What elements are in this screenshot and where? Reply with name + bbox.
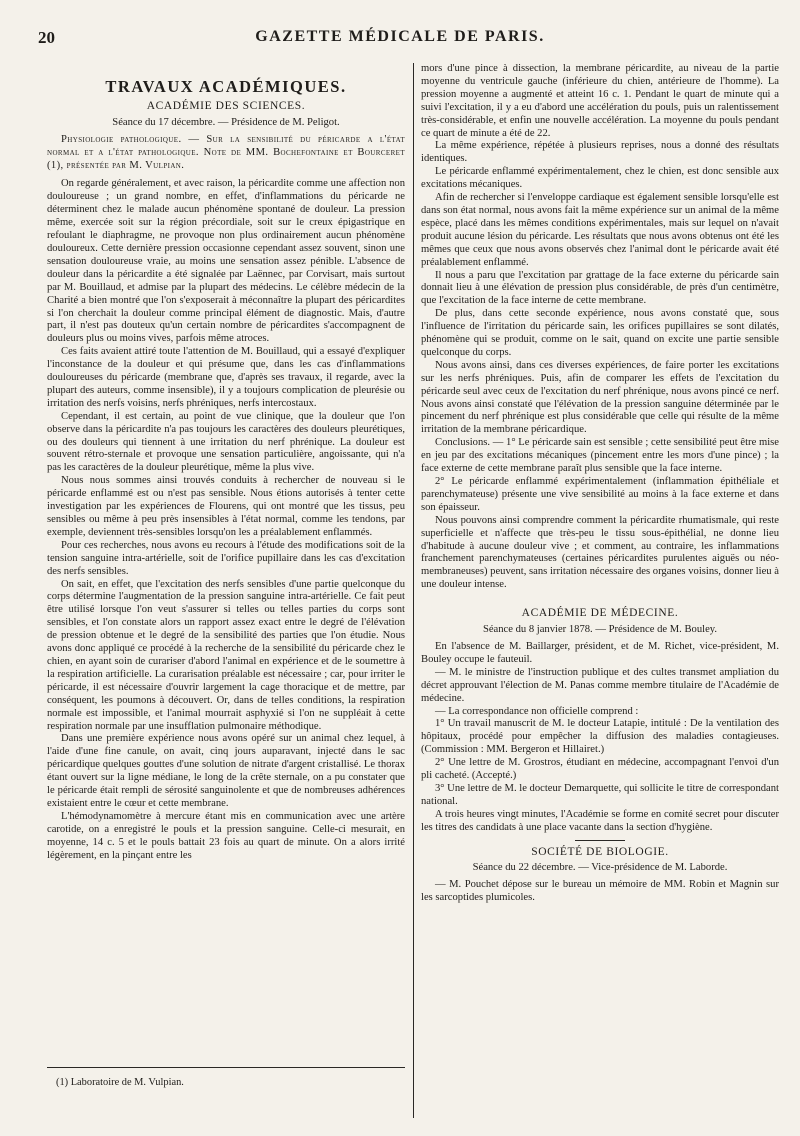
body-paragraph: Afin de rechercher si l'enveloppe cardiaque est également sensible lorsqu'elle est dans son état normal, nous avons fait la même expérience sur un animal de la même espèce, placé dans les mêmes conditions expérimentales, mais sur lequel on n'avait produit aucune lésion du péricarde. Les résultats que nous avons obtenus ont été les mêmes que ceux que nous avons observés chez l'animal dont le péricarde avait été préalablement enflammé. [421, 192, 779, 268]
body-paragraph: 1° Un travail manuscrit de M. le docteur Latapie, intitulé : De la ventilation des hôpitaux, procédé pour empêcher la diffusion des maladies contagieuses. (Commission : MM. Bergeron et Hillairet.) [421, 718, 779, 756]
body-paragraph: Dans une première expérience nous avons opéré sur un animal chez lequel, à l'aide d'une fine canule, on avait, cinq jours auparavant, injecté dans le sac péricardique quelques gouttes d'une solution de nitrate d'argent cristallisé. Le thorax étant ouvert sur la ligne médiane, le long de la crête sternale, on a pu constater que le péricarde était rempli de sérosité sanguinolente et que de nombreuses adhérences existaient entre le cœur et cette membrane. [47, 733, 405, 809]
body-paragraph: Ces faits avaient attiré toute l'attention de M. Bouillaud, qui a essayé d'expliquer l'inconstance de la douleur et qui présume que, dans les cas d'inflammations douloureuses du péricarde (membrane que, d'après ses travaux, il regarde, avec la plupart des auteurs, comme insensible), il y a toujours complication de pleurésie ou irritation des nerfs voisins, nerfs phréniques, nerfs intercostaux. [47, 346, 405, 409]
conclusions-paragraph: Conclusions. — 1° Le péricarde sain est sensible ; cette sensibilité peut être mise en jeu par des excitations mécaniques (pincement entre les mors d'une pince) ; la face externe de cette membrane paraît plus sensible que la face interne. [421, 437, 779, 475]
section-title-sciences: ACADÉMIE DES SCIENCES. [146, 99, 306, 112]
session-line-biologie: Séance du 22 décembre. — Vice-présidence de M. Laborde. [472, 862, 728, 874]
session-line-medecine: Séance du 8 janvier 1878. — Présidence de M. Bouley. [482, 624, 718, 636]
body-paragraph: 2° Le péricarde enflammé expérimentalement (inflammation épithéliale et parenchymateuse) présente une vive sensibilité au moins à la face externe et dans son épaisseur. [421, 476, 779, 513]
body-paragraph: 3° Une lettre de M. le docteur Demarquette, qui sollicite le titre de correspondant national. [421, 782, 779, 807]
session-line-sciences: Séance du 17 décembre. — Présidence de M. Peligot. [112, 116, 340, 128]
body-paragraph: On regarde généralement, et avec raison, la péricardite comme une affection non douloureuse ; un grand nombre, en effet, d'inflammations du péricarde ne déterminent chez le malade aucun phénomène spontané de douleur. La pression même, exercée soit sur la région précordiale, soit sur le creux épigastrique en refoulant le diaphragme, ne provoque non plus ordinairement aucun phénomène douloureux. Cette dernière pression occasionne cependant assez souvent, sinon une sensation douloureuse vraie, au moins une sensation assez pénible. L'absence de douleur dans la péricardite a été signalée par Laënnec, par Corvisart, mais surtout par M. Bouillaud, et admise par la plupart des médecins. Le célèbre médecin de la Charité a bien montré que l'on s'exposerait à méconnaître la plupart des péricardites si l'on cherchait la douleur comme principal élément de diagnostic. Mais, d'autre part, il n'est pas douteux qu'un certain nombre de péricardites s'accompagnent de douleurs plus ou moins vives, parfois même atroces. [47, 178, 405, 345]
page-number: 20 [38, 28, 55, 47]
body-paragraph: En l'absence de M. Baillarger, président, et de M. Richet, vice-président, M. Bouley occupe le fauteuil. [421, 640, 779, 665]
body-paragraph: — La correspondance non officielle comprend : [435, 705, 639, 717]
paper-heading: Physiologie pathologique. — Sur la sensibilité du péricarde a l'état normal et a l'état pathologique. Note de MM. Bochefontaine et Bourceret (1), présentée par M. Vulpian. [47, 133, 405, 171]
section-title-biologie: SOCIÉTÉ DE BIOLOGIE. [531, 845, 669, 858]
body-paragraph: — M. le ministre de l'instruction publique et des cultes transmet ampliation du décret approuvant l'élection de M. Panas comme membre titulaire de l'Académie de médecine. [421, 666, 779, 704]
body-paragraph: Nous avons ainsi, dans ces diverses expériences, de faire porter les excitations sur les nerfs phréniques. Puis, afin de comparer les effets de l'excitation du péricarde seul avec ceux de l'excitation du nerf phrénique, nous avons pincé ce nerf. Nous avons ainsi constaté que l'élévation de la pression sanguine déterminée par le pincement du nerf phrénique est plus considérable que celle qui résulte de la même irritation de la membrane péricardique. [421, 359, 779, 436]
left-column [47, 63, 405, 1065]
section-separator [575, 840, 625, 841]
body-paragraph: mors d'une pince à dissection, la membrane péricardite, au niveau de la partie moyenne du ventricule gauche (inférieure du chien, antérieure de l'homme). La pression moyenne a augmenté et atteint 16 c. 1. Pendant le quart de minute qui a suivi l'excitation, il y a eu d'abord une accélération du pouls, puis un ralentissement très-considérable, et enfin une nouvelle accélération. La moyenne du pouls pendant ce quart de minute a été de 22. [421, 63, 779, 139]
body-paragraph: La même expérience, répétée à plusieurs reprises, nous a donné des résultats identiques. [421, 140, 779, 165]
journal-title: GAZETTE MÉDICALE DE PARIS. [255, 28, 545, 45]
body-paragraph: — M. Pouchet dépose sur le bureau un mémoire de MM. Robin et Magnin sur les sarcoptides plumicoles. [421, 879, 779, 904]
body-paragraph: Nous nous sommes ainsi trouvés conduits à rechercher de nouveau si le péricarde enflammé est ou n'est pas sensible. Nous étions autorisés à tenter cette investigation par les expériences de Flourens, qui ont montré que les tissus, peu sensibles ou même à peu près insensibles à l'état normal, comme les tendons, par exemple, deviennent très-sensibles lorsqu'on les a préalablement enflammés. [47, 475, 405, 538]
column-divider [413, 63, 414, 1118]
body-paragraph: De plus, dans cette seconde expérience, nous avons constaté que, sous l'influence de l'irritation du péricarde sain, les orifices pupillaires se sont dilatés, phénomène qui se produit, comme on le sait, quand on excite une partie sensible quelconque du corps. [421, 308, 779, 358]
footnote: (1) Laboratoire de M. Vulpian. [56, 1077, 184, 1088]
body-paragraph: On sait, en effet, que l'excitation des nerfs sensibles d'une partie quelconque du corps détermine l'augmentation de la pression sanguine intra-artérielle. Ce fait peut être utilisé lorsque l'on veut s'assurer si telles ou telles parties du corps sont sensibles, et l'on constate alors un rapport assez exact entre le degré de l'élévation de pression obtenue et le degré de la sensibilité des parties que l'on étudie. Nous avons donc appliqué ce procédé à la recherche de la sensibilité du péricarde chez le chien, en ayant soin de curariser d'abord l'animal en expérience et de le soumettre à la respiration artificielle. La curarisation préalable est nécessaire ; car, pour irriter le péricarde, il est nécessaire d'ouvrir largement la cage thoracique et de mettre, par conséquent, les poumons à découvert. Or, dans de telles conditions, la respiration normale est impossible, et l'animal mourrait asphyxié si l'on ne suppléait à cette respiration normale par une insufflation pulmonaire méthodique. [47, 578, 405, 732]
body-paragraph: 2° Une lettre de M. Grostros, étudiant en médecine, accompagnant l'envoi d'un pli cacheté. (Accepté.) [421, 757, 779, 782]
body-paragraph: Cependant, il est certain, au point de vue clinique, que la douleur que l'on observe dans la péricardite n'a pas toujours les caractères des douleurs pleurétiques, ou des douleurs qui tiennent à une irritation du nerf phrénique. La douleur est souvent rétro-sternale et provoque une sensation particulière, angoissante, qui n'a pas les caractères de la douleur pleurétique, même la plus vive. [47, 410, 405, 474]
body-paragraph: Le péricarde enflammé expérimentalement, chez le chien, est donc sensible aux excitations mécaniques. [421, 166, 779, 191]
body-paragraph: A trois heures vingt minutes, l'Académie se forme en comité secret pour discuter les titres des candidats à une place vacante dans la section d'hygiène. [421, 808, 779, 833]
main-title: TRAVAUX ACADÉMIQUES. [105, 77, 347, 96]
body-paragraph: Il nous a paru que l'excitation par grattage de la face externe du péricarde sain donnait lieu à une élévation de pression plus considérable, de près d'un centimètre, que l'excitation de la face interne de cette membrane. [421, 269, 779, 307]
body-paragraph: Pour ces recherches, nous avons eu recours à l'étude des modifications soit de la tension sanguine intra-artérielle, soit de l'orifice pupillaire dans les cas d'excitation des nerfs sensibles. [47, 539, 405, 577]
body-paragraph: L'hémodynamomètre à mercure étant mis en communication avec une artère carotide, on a enregistré le pouls et la pression sanguine. Celle-ci mesurait, en moyenne, 14 c. 5 et le pouls battait 23 fois au quart de minute. On a alors irrité légèrement, en la pinçant entre les [47, 810, 405, 861]
footnote-divider [47, 1067, 405, 1068]
body-paragraph: Nous pouvons ainsi comprendre comment la péricardite rhumatismale, qui reste superficielle et n'affecte que très-peu le tissu sous-épithélial, ne donne lieu d'habitude à aucune douleur vive ; et comment, au contraire, les inflammations franchement parenchymateuses (certaines péricardites purulentes aiguës ou néo-membraneuses) peuvent, sans irritation nécessaire des organes voisins, donner lieu à une douleur intense. [421, 514, 779, 591]
section-title-medecine: ACADÉMIE DE MÉDECINE. [521, 607, 679, 620]
right-column [421, 63, 779, 1123]
